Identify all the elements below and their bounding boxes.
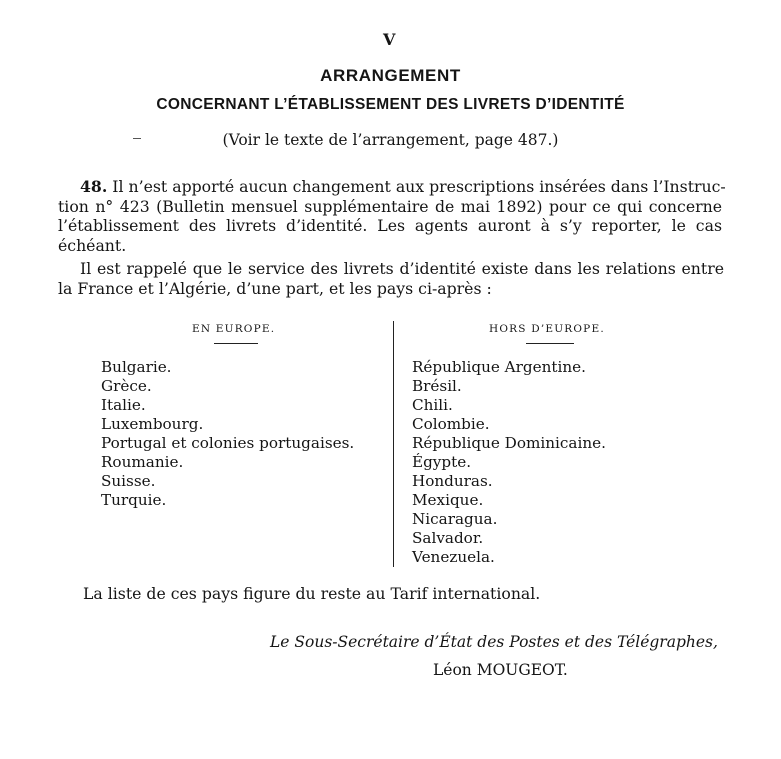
closing-sentence: La liste de ces pays figure du reste au Tarif international. <box>83 584 541 603</box>
list-item: Roumanie. <box>101 453 184 471</box>
paragraph-countries-line-2: la France et l’Algérie, d’une part, et les pays ci-après : <box>58 278 492 298</box>
column-divider <box>393 321 394 567</box>
list-item: Salvador. <box>412 529 484 547</box>
list-item: Italie. <box>101 396 146 414</box>
europe-heading: EN EUROPE. <box>192 323 276 335</box>
list-item: Venezuela. <box>412 548 495 566</box>
paragraph-48-line-3: l’établissement des livrets d’identité. Les agents auront à s’y reporter, le cas <box>58 216 722 235</box>
list-item: Nicaragua. <box>412 510 498 528</box>
list-item: République Dominicaine. <box>412 434 606 452</box>
paragraph-48 <box>58 177 726 255</box>
list-item: Luxembourg. <box>101 415 204 433</box>
paragraph-48-line-1: 48. Il n’est apporté aucun changement aux prescriptions insérées dans l’Instruc- <box>80 177 726 196</box>
list-item: République Argentine. <box>412 358 586 376</box>
paragraph-countries-line-1: Il est rappelé que le service des livrets d’identité existe dans les relations entre <box>80 259 724 278</box>
outside-europe-heading: HORS D’EUROPE. <box>489 323 605 335</box>
list-item: Égypte. <box>412 453 472 471</box>
reference-note: (Voir le texte de l’arrangement, page 487.) <box>222 131 559 149</box>
list-item: Turquie. <box>101 491 167 509</box>
outside-europe-heading-rule <box>526 343 574 344</box>
list-item: Mexique. <box>412 491 484 509</box>
list-item: Honduras. <box>412 472 493 490</box>
list-item: Colombie. <box>412 415 490 433</box>
signatory-name: Léon MOUGEOT. <box>433 661 568 679</box>
section-number: V <box>383 30 396 49</box>
europe-heading-rule <box>214 343 258 344</box>
paragraph-countries <box>58 259 724 298</box>
paragraph-number: 48. <box>80 177 108 196</box>
list-item: Bulgarie. <box>101 358 172 376</box>
document-title: ARRANGEMENT <box>320 66 461 85</box>
paragraph-48-line-4: échéant. <box>58 235 127 255</box>
signatory-title: Le Sous-Secrétaire d’État des Postes et des Télégraphes, <box>270 633 718 651</box>
list-item: Chili. <box>412 396 453 414</box>
list-item: Suisse. <box>101 472 156 490</box>
list-item: Grèce. <box>101 377 152 395</box>
europe-country-list <box>101 358 354 510</box>
list-item: Portugal et colonies portugaises. <box>101 434 355 452</box>
outside-europe-country-list <box>412 358 606 567</box>
list-item: Brésil. <box>412 377 462 395</box>
paragraph-48-line-2: tion n° 423 (Bulletin mensuel supplémentaire de mai 1892) pour ce qui concerne <box>58 196 722 216</box>
document-subtitle: CONCERNANT L’ÉTABLISSEMENT DES LIVRETS D’IDENTITÉ <box>156 96 625 113</box>
